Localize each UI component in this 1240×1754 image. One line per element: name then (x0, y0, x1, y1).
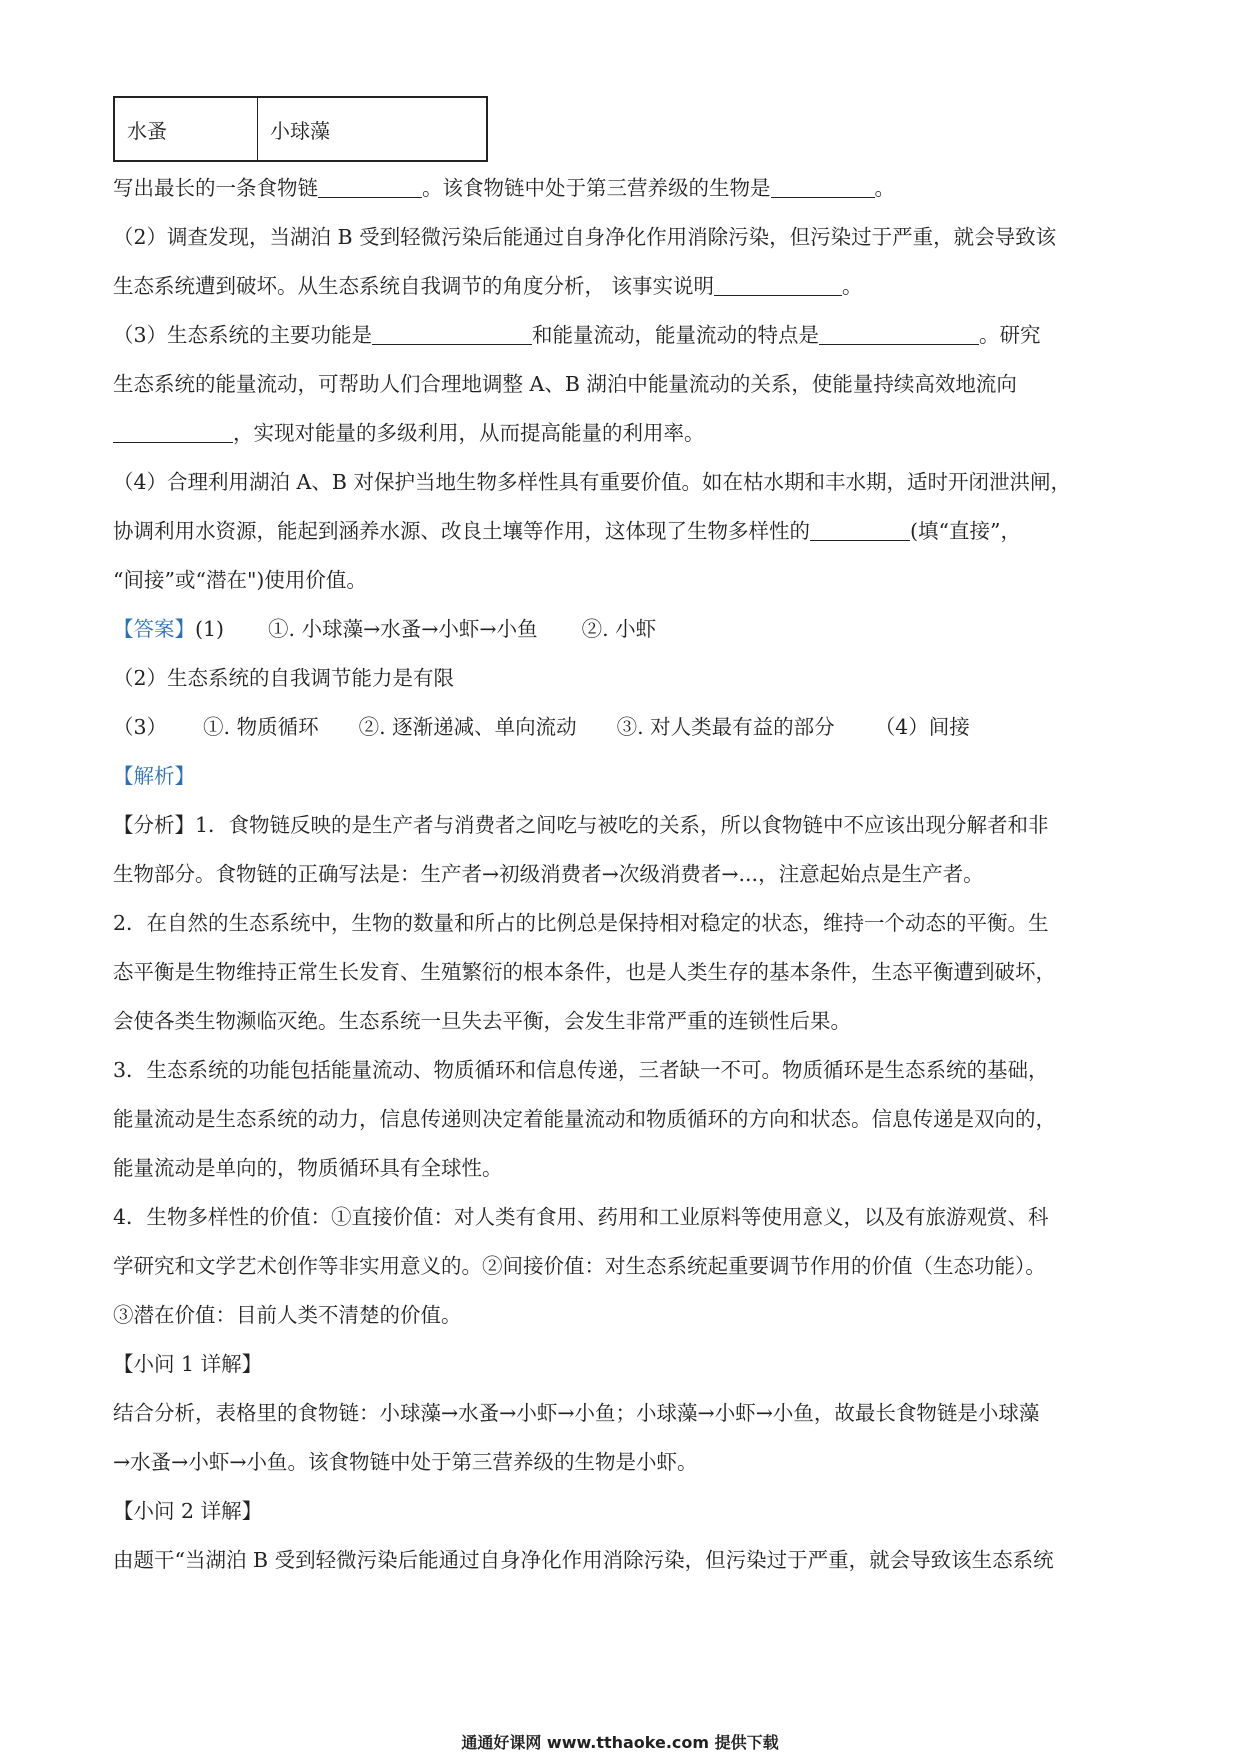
text: ①. 小球藻→水蚤→小虾→小鱼 (268, 617, 538, 641)
table-row (114, 97, 487, 161)
answer-line-3 (113, 712, 1133, 742)
answer-line-1 (113, 614, 1133, 644)
food-table (113, 96, 488, 162)
answer-blank[interactable] (372, 322, 532, 345)
analysis-paragraph-line: 态平衡是生物维持正常生长发育、生殖繁衍的根本条件，也是人类生存的基本条件，生态平衡遭到破坏， (113, 960, 1056, 984)
analysis-paragraph-line: 3．生态系统的功能包括能量流动、物质循环和信息传递，三者缺一不可。物质循环是生态系统的基础， (113, 1058, 1049, 1082)
analysis-paragraph-line: 由题干“当湖泊 B 受到轻微污染后能通过自身净化作用消除污染，但污染过于严重，就会导致该生态系统 (113, 1548, 1054, 1572)
analysis-paragraph-line: 结合分析，表格里的食物链：小球藻→水蚤→小虾→小鱼；小球藻→小虾→小鱼，故最长食物链是小球藻 (113, 1401, 1040, 1425)
analysis-paragraph-line: 2．在自然的生态系统中，生物的数量和所占的比例总是保持相对稳定的状态，维持一个动态的平衡。生 (113, 911, 1049, 935)
text: 生态系统遭到破坏。从生态系统自我调节的角度分析， 该事实说明 (113, 274, 715, 298)
answer-blank[interactable] (771, 175, 875, 198)
analysis-tag: 【解析】 (113, 764, 195, 788)
section-heading: 【小问 2 详解】 (113, 1499, 263, 1523)
analysis-paragraph-line: 生物部分。食物链的正确写法是：生产者→初级消费者→次级消费者→...，注意起始点是生产者。 (113, 862, 984, 886)
analysis-paragraph-line: ③潜在价值：目前人类不清楚的价值。 (113, 1303, 462, 1327)
text: 写出最长的一条食物链 (113, 176, 318, 200)
text: ②. 逐渐递减、单向流动 (358, 715, 577, 739)
text: 。 (842, 274, 863, 298)
table-cell: 小球藻 (258, 97, 488, 161)
analysis-paragraph-line: 【分析】1．食物链反映的是生产者与消费者之间吃与被吃的关系，所以食物链中不应该出现分解者和非 (113, 813, 1049, 837)
text: 。该食物链中处于第三营养级的生物是 (422, 176, 771, 200)
analysis-paragraph-line: 4．生物多样性的价值：①直接价值：对人类有食用、药用和工业原料等使用意义，以及有旅游观赏、科 (113, 1205, 1049, 1229)
question-2-line-2 (113, 271, 1133, 301)
text: （4）间接 (874, 715, 970, 739)
text: ③. 对人类最有益的部分 (616, 715, 835, 739)
text: 。研究 (979, 323, 1041, 347)
text: ②. 小虾 (581, 617, 657, 641)
answer-line-2: （2）生态系统的自我调节能力是有限 (113, 666, 455, 690)
question-4-line-3: “间接”或“潜在")使用价值。 (113, 568, 367, 592)
question-4-line-2 (113, 516, 1133, 546)
section-heading: 【小问 1 详解】 (113, 1352, 263, 1376)
text: (1) (195, 617, 225, 641)
text: 协调利用水资源，能起到涵养水源、改良土壤等作用，这体现了生物多样性的 (113, 519, 810, 543)
answer-blank[interactable] (113, 420, 233, 443)
text: (填“直接”， (910, 519, 1021, 543)
question-4-line-1: （4）合理利用湖泊 A、B 对保护当地生物多样性具有重要价值。如在枯水期和丰水期，适时开闭泄洪闸， (113, 470, 1071, 494)
text: （3）生态系统的主要功能是 (113, 323, 373, 347)
question-3-line-1 (113, 320, 1133, 350)
analysis-paragraph-line: 会使各类生物濒临灭绝。生态系统一旦失去平衡，会发生非常严重的连锁性后果。 (113, 1009, 851, 1033)
analysis-paragraph-line: 能量流动是单向的，物质循环具有全球性。 (113, 1156, 503, 1180)
answer-blank[interactable] (810, 518, 910, 541)
analysis-paragraph-line: →水蚤→小虾→小鱼。该食物链中处于第三营养级的生物是小虾。 (113, 1450, 698, 1474)
question-3-line-3 (113, 418, 1133, 448)
answer-blank[interactable] (318, 175, 422, 198)
text: ，实现对能量的多级利用，从而提高能量的利用率。 (233, 421, 705, 445)
question-2-line-1: （2）调查发现，当湖泊 B 受到轻微污染后能通过自身净化作用消除污染，但污染过于严重，就会导致该 (113, 225, 1057, 249)
text: 和能量流动，能量流动的特点是 (532, 323, 820, 347)
analysis-paragraph-line: 学研究和文学艺术创作等非实用意义的。②间接价值：对生态系统起重要调节作用的价值（生态功能）。 (113, 1254, 1046, 1278)
question-3-line-2: 生态系统的能量流动，可帮助人们合理地调整 A、B 湖泊中能量流动的关系，使能量持续高效地流向 (113, 372, 1017, 396)
analysis-paragraph-line: 能量流动是生态系统的动力，信息传递则决定着能量流动和物质循环的方向和状态。信息传递是双向的， (113, 1107, 1056, 1131)
text: 。 (874, 176, 895, 200)
table-cell: 水蚤 (114, 97, 258, 161)
text: （3） (113, 715, 168, 739)
answer-blank[interactable] (819, 322, 979, 345)
text: ①. 物质循环 (203, 715, 319, 739)
question-1-line (113, 173, 1133, 203)
answer-tag: 【答案】 (113, 617, 195, 641)
footer-text: 通通好课网 www.tthaoke.com 提供下载 (461, 1733, 779, 1752)
answer-blank[interactable] (714, 273, 842, 296)
